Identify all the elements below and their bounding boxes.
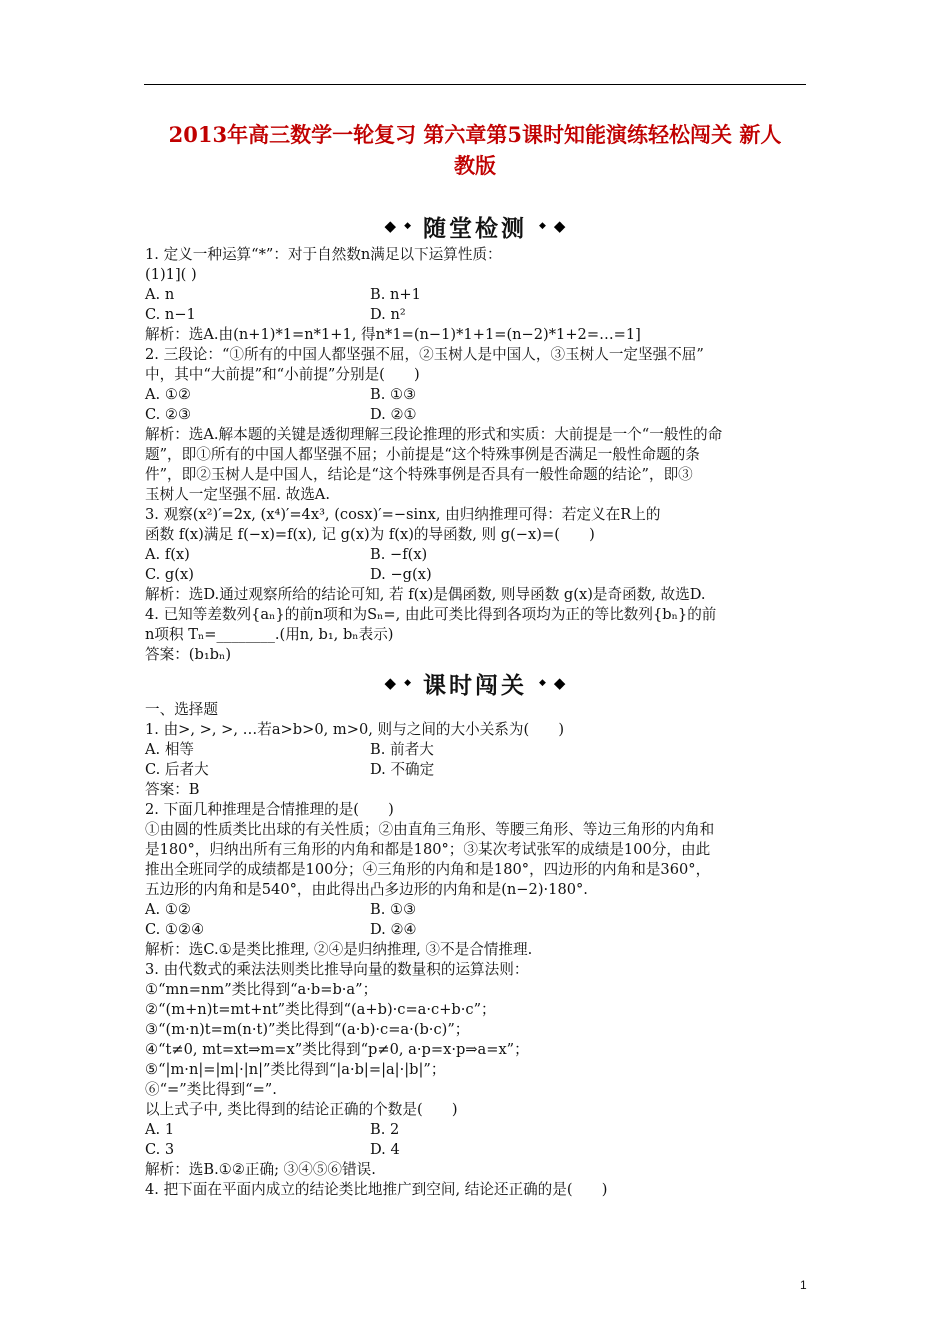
option-left: A. 相等 xyxy=(145,741,195,758)
document-title-line-1: 2013年高三数学一轮复习 第六章第5课时知能演练轻松闯关 新人 xyxy=(168,122,782,147)
option-right: B. ①③ xyxy=(370,901,417,918)
option-left: C. ①②④ xyxy=(145,921,205,938)
line-text: 答案：(b₁bₙ) xyxy=(145,646,232,663)
line-text: 解析：选C.①是类比推理, ②④是归纳推理, ③不是合情推理. xyxy=(145,941,533,958)
text-line xyxy=(145,1080,825,1100)
text-line xyxy=(145,245,825,265)
option-right: B. ①③ xyxy=(370,386,417,403)
line-text: 中，其中“大前提”和“小前提”分别是( ) xyxy=(145,366,420,383)
text-line xyxy=(145,345,825,365)
header-rule xyxy=(144,84,806,85)
text-line xyxy=(145,1040,825,1060)
document-title-line-2: 教版 xyxy=(454,153,496,178)
line-text: 解析：选A.解本题的关键是透彻理解三段论推理的形式和实质：大前提是一个“一般性的命 xyxy=(145,426,723,443)
line-text: 函数 f(x)满足 f(−x)=f(x), 记 g(x)为 f(x)的导函数, 则 g(−x)=( ) xyxy=(145,526,595,543)
text-line xyxy=(145,780,825,800)
line-text: ⑤“|m·n|=|m|·|n|”类比得到“|a·b|=|a|·|b|”； xyxy=(145,1061,446,1078)
text-line xyxy=(145,1160,825,1180)
option-left: A. 1 xyxy=(145,1121,175,1138)
line-text: 以上式子中, 类比得到的结论正确的个数是( ) xyxy=(145,1101,458,1118)
line-text: 1. 定义一种运算“*”：对于自然数n满足以下运算性质： xyxy=(145,246,502,263)
text-line xyxy=(145,1100,825,1120)
diamond-icon: ◆ xyxy=(553,673,566,692)
option-right: B. 前者大 xyxy=(370,741,434,758)
small-diamond-icon: ◆ xyxy=(404,677,411,688)
banner-classroom-label: 随堂检测 xyxy=(423,214,527,242)
text-line xyxy=(145,325,825,345)
text-line xyxy=(145,645,825,665)
option-right: B. −f(x) xyxy=(370,546,428,563)
line-text: 3. 观察(x²)′=2x, (x⁴)′=4x³, (cosx)′=−sinx, 由归纳推理可得：若定义在R上的 xyxy=(145,506,661,523)
text-line xyxy=(145,585,825,605)
banner-lesson-label: 课时闯关 xyxy=(423,671,527,699)
small-diamond-icon: ◆ xyxy=(539,677,546,688)
page-number: 1 xyxy=(800,1278,807,1292)
text-line xyxy=(145,820,825,840)
line-text: 解析：选B.①②正确; ③④⑤⑥错误. xyxy=(145,1161,376,1178)
line-text: 1. 由>, >, >, …若a>b>0, m>0, 则与之间的大小关系为( ) xyxy=(145,721,565,738)
banner-lesson-pass xyxy=(0,669,950,697)
text-line xyxy=(145,445,825,465)
option-row xyxy=(145,1120,825,1140)
line-text: 4. 把下面在平面内成立的结论类比地推广到空间, 结论还正确的是( ) xyxy=(145,1181,608,1198)
option-left: A. ①② xyxy=(145,901,191,918)
line-text: 玉树人一定坚强不屈. 故选A. xyxy=(145,486,330,503)
option-right: B. 2 xyxy=(370,1121,400,1138)
option-row xyxy=(145,385,825,405)
line-text: ④“t≠0, mt=xt⇒m=x”类比得到“p≠0, a·p=x·p⇒a=x”； xyxy=(145,1041,529,1058)
option-row xyxy=(145,405,825,425)
text-line xyxy=(145,485,825,505)
text-line xyxy=(145,1000,825,1020)
option-left: C. ②③ xyxy=(145,406,192,423)
line-text: 解析：选A.由(n+1)*1=n*1+1, 得n*1=(n−1)*1+1=(n−2)*1+2=…=1] xyxy=(145,326,641,343)
option-left: C. 3 xyxy=(145,1141,175,1158)
option-left: A. ①② xyxy=(145,386,191,403)
text-line xyxy=(145,880,825,900)
option-right: D. ②① xyxy=(370,406,417,423)
option-row xyxy=(145,285,825,305)
line-text: ⑥“=”类比得到“=”. xyxy=(145,1081,277,1098)
line-text: 五边形的内角和是540°，由此得出凸多边形的内角和是(n−2)·180°. xyxy=(145,881,588,898)
option-left: C. 后者大 xyxy=(145,761,209,778)
text-line xyxy=(145,860,825,880)
text-line xyxy=(145,1060,825,1080)
option-left: A. f(x) xyxy=(145,546,190,563)
line-text: 2. 三段论：“①所有的中国人都坚强不屈，②玉树人是中国人，③玉树人一定坚强不屈” xyxy=(145,346,704,363)
option-row xyxy=(145,1140,825,1160)
line-text: ③“(m·n)t=m(n·t)”类比得到“(a·b)·c=a·(b·c)”； xyxy=(145,1021,470,1038)
line-text: (1)1]( ) xyxy=(145,266,197,283)
line-text: 推出全班同学的成绩都是100分；④三角形的内角和是180°，四边形的内角和是360°， xyxy=(145,861,711,878)
line-text: ①由圆的性质类比出球的有关性质；②由直角三角形、等腰三角形、等边三角形的内角和 xyxy=(145,821,715,838)
text-line xyxy=(145,505,825,525)
option-row xyxy=(145,565,825,585)
option-left: A. n xyxy=(145,286,175,303)
option-row xyxy=(145,920,825,940)
small-diamond-icon: ◆ xyxy=(404,220,411,231)
option-left: C. n−1 xyxy=(145,306,196,323)
diamond-icon: ◆ xyxy=(384,216,397,235)
option-row xyxy=(145,760,825,780)
line-text: 件”，即②玉树人是中国人，结论是“这个特殊事例是否具有一般性命题的结论”，即③ xyxy=(145,466,693,483)
diamond-icon: ◆ xyxy=(384,673,397,692)
option-row xyxy=(145,740,825,760)
option-right: B. n+1 xyxy=(370,286,421,303)
line-text: 2. 下面几种推理是合情推理的是( ) xyxy=(145,801,394,818)
option-row xyxy=(145,900,825,920)
text-line xyxy=(145,800,825,820)
option-right: D. ②④ xyxy=(370,921,417,938)
text-line xyxy=(145,1180,825,1200)
banner-classroom-check xyxy=(0,212,950,240)
option-right: D. 不确定 xyxy=(370,761,435,778)
text-line xyxy=(145,980,825,1000)
diamond-icon: ◆ xyxy=(553,216,566,235)
line-text: n项积 Tₙ=________.(用n, b₁, bₙ表示) xyxy=(145,626,394,643)
text-line xyxy=(145,720,825,740)
option-right: D. n² xyxy=(370,306,406,323)
line-text: 答案：B xyxy=(145,781,200,798)
line-text: 是180°，归纳出所有三角形的内角和都是180°；③某次考试张军的成绩是100分，由此 xyxy=(145,841,711,858)
classroom-check-section xyxy=(145,245,825,665)
text-line xyxy=(145,525,825,545)
text-line xyxy=(145,465,825,485)
text-line xyxy=(145,425,825,445)
text-line xyxy=(145,700,825,720)
text-line xyxy=(145,625,825,645)
lesson-pass-section xyxy=(145,700,825,1200)
line-text: 3. 由代数式的乘法法则类比推导向量的数量积的运算法则： xyxy=(145,961,529,978)
line-text: 4. 已知等差数列{aₙ}的前n项和为Sₙ=, 由此可类比得到各项均为正的等比数列{bₙ}的前 xyxy=(145,606,717,623)
line-text: 题”，即①所有的中国人都坚强不屈；小前提是“这个特殊事例是否满足一般性命题的条 xyxy=(145,446,700,463)
option-right: D. −g(x) xyxy=(370,566,432,583)
text-line xyxy=(145,365,825,385)
line-text: ①“mn=nm”类比得到“a·b=b·a”； xyxy=(145,981,378,998)
line-text: 一、选择题 xyxy=(145,701,218,718)
text-line xyxy=(145,265,825,285)
option-right: D. 4 xyxy=(370,1141,400,1158)
text-line xyxy=(145,840,825,860)
option-row xyxy=(145,305,825,325)
small-diamond-icon: ◆ xyxy=(539,220,546,231)
option-left: C. g(x) xyxy=(145,566,194,583)
option-row xyxy=(145,545,825,565)
text-line xyxy=(145,940,825,960)
line-text: ②“(m+n)t=mt+nt”类比得到“(a+b)·c=a·c+b·c”； xyxy=(145,1001,496,1018)
text-line xyxy=(145,1020,825,1040)
text-line xyxy=(145,960,825,980)
text-line xyxy=(145,605,825,625)
line-text: 解析：选D.通过观察所给的结论可知, 若 f(x)是偶函数, 则导函数 g(x)是奇函数, 故选D. xyxy=(145,586,706,603)
